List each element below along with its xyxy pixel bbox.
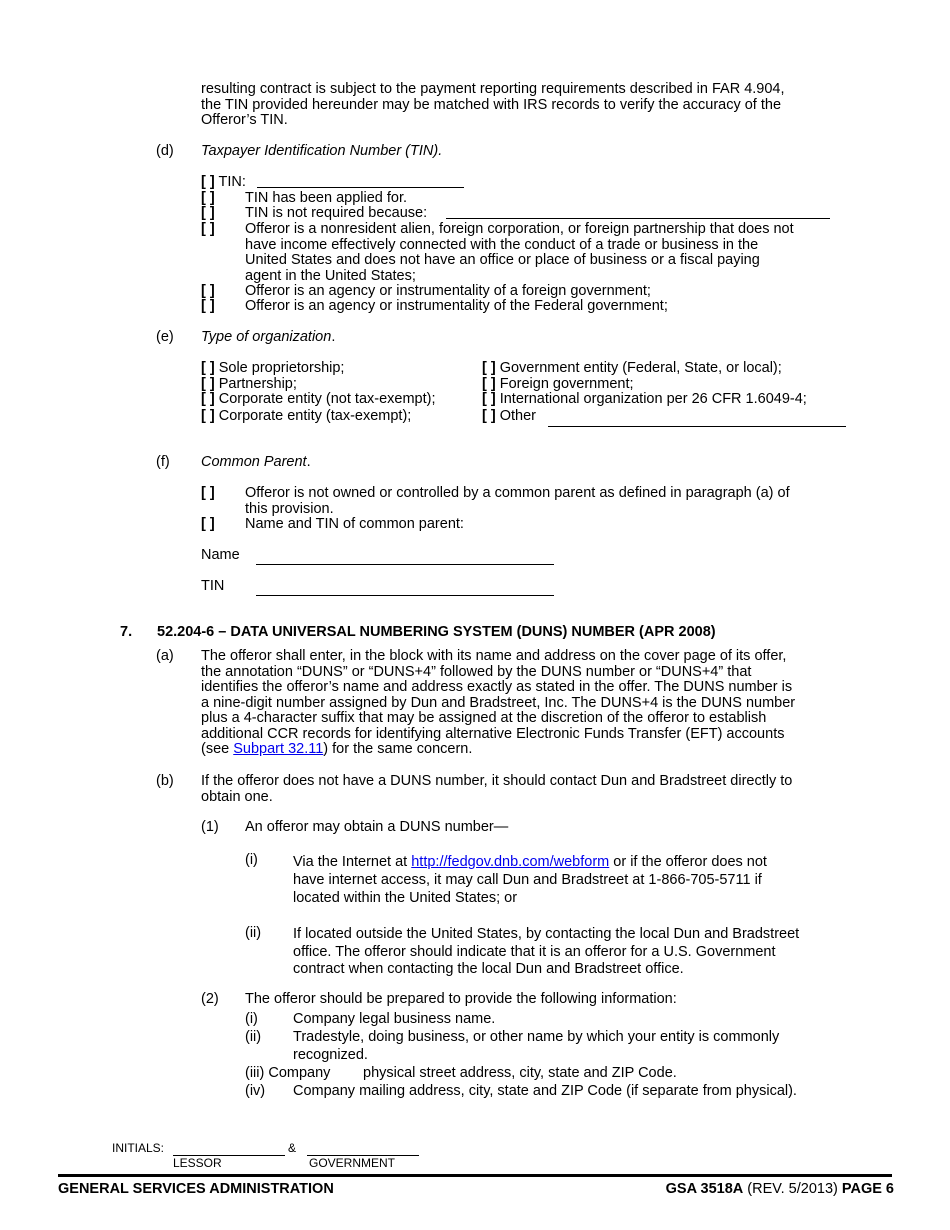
intro-paragraph	[201, 82, 785, 129]
list-item	[245, 1046, 865, 1064]
checkbox[interactable]: [ ]	[482, 360, 496, 376]
org-type-right-column	[482, 361, 807, 425]
org-option-label: Foreign government;	[499, 375, 634, 392]
tin-input-line[interactable]	[257, 187, 464, 188]
checkbox-not-required[interactable]: [ ]	[201, 205, 215, 221]
tin-label: TIN:	[218, 174, 246, 190]
section-7b1i-first-line	[293, 853, 767, 871]
org-option-partnership[interactable]	[201, 377, 436, 393]
section-7b1-text: An offeror may obtain a DUNS number—	[245, 819, 509, 835]
org-option-label: Corporate entity (tax-exempt);	[218, 408, 412, 424]
nonresident-line: have income effectively connected with the conduct of a trade or business in the	[245, 236, 759, 253]
section-7a-line: plus a 4-character suffix that may be assigned at the discretion of the offeror to establish	[201, 710, 767, 726]
checkbox-foreign-agency[interactable]: [ ]	[201, 283, 215, 299]
checkbox[interactable]: [ ]	[482, 391, 496, 407]
org-option-label: Sole proprietorship;	[218, 360, 345, 376]
section-7b1ii-line: If located outside the United States, by contacting the local Dun and Bradstreet	[293, 926, 800, 942]
lessor-label: LESSOR	[173, 1156, 222, 1170]
footer-agency: GENERAL SERVICES ADMINISTRATION	[58, 1181, 334, 1197]
nonresident-line: agent in the United States;	[245, 267, 416, 284]
dnb-webform-link[interactable]: http://fedgov.dnb.com/webform	[411, 854, 610, 870]
intro-line: Offeror’s TIN.	[201, 112, 288, 128]
section-7b1i-line: have internet access, it may call Dun and Bradstreet at 1-866-705-5711 if	[293, 872, 762, 888]
section-7b-label: (b)	[156, 773, 174, 789]
footer-form-number: GSA 3518A	[665, 1181, 744, 1197]
tin-not-required-text: TIN is not required because:	[245, 205, 428, 221]
list-item-label: (i)	[245, 1011, 258, 1027]
intro-line: the TIN provided hereunder may be matched with IRS records to verify the accuracy of the	[201, 96, 782, 113]
section-7b1ii-line: contract when contacting the local Dun and Bradstreet office.	[293, 961, 684, 977]
section-7-number: 7.	[120, 624, 133, 640]
parent-tin-label: TIN	[201, 578, 225, 594]
section-d-label: (d)	[156, 143, 174, 159]
section-7a-pre: (see	[201, 741, 234, 757]
list-item-label: (ii)	[245, 1029, 262, 1045]
list-item-label: (iii) Company	[245, 1065, 331, 1081]
org-option-label: Government entity (Federal, State, or local);	[499, 360, 782, 376]
list-item	[245, 1010, 865, 1028]
footer-revision: (REV. 5/2013)	[743, 1181, 842, 1197]
section-7b1ii-label: (ii)	[245, 925, 262, 941]
checkbox[interactable]: [ ]	[201, 360, 215, 376]
other-org-input-line[interactable]	[548, 426, 846, 427]
org-option-foreign-gov[interactable]	[482, 377, 807, 393]
common-parent-text: Name and TIN of common parent:	[245, 516, 464, 532]
section-7b2-text: The offeror should be prepared to provide the following information:	[245, 991, 677, 1007]
footer-form-info	[666, 1182, 894, 1198]
org-option-label: Corporate entity (not tax-exempt);	[218, 391, 436, 407]
not-owned-line: Offeror is not owned or controlled by a common parent as defined in paragraph (a) of	[245, 485, 790, 501]
parent-name-input-line[interactable]	[256, 564, 554, 565]
checkbox[interactable]: [ ]	[482, 375, 496, 392]
section-7b-text	[201, 774, 792, 805]
parent-name-label: Name	[201, 547, 240, 563]
i-pre: Via the Internet at	[293, 854, 412, 870]
list-item-label: (iv)	[245, 1083, 266, 1099]
tin-applied-text: TIN has been applied for.	[245, 190, 408, 206]
initials-label: INITIALS:	[112, 1141, 165, 1155]
section-d-title: Taxpayer Identification Number (TIN).	[201, 143, 443, 159]
section-e-title-text: Type of organization	[201, 329, 332, 345]
intro-line: resulting contract is subject to the payment reporting requirements described in FAR 4.904,	[201, 81, 785, 97]
section-7a-line: The offeror shall enter, in the block with its name and address on the cover page of its offer,	[201, 648, 787, 664]
checkbox-common-parent[interactable]: [ ]	[201, 516, 215, 532]
org-type-left-column	[201, 361, 436, 425]
section-7b1-label: (1)	[201, 819, 219, 835]
org-option-corp-not-exempt[interactable]	[201, 392, 436, 409]
list-item	[245, 1028, 865, 1046]
section-e-label: (e)	[156, 329, 174, 345]
org-option-label: International organization per 26 CFR 1.6049-4;	[499, 391, 807, 407]
section-7b1i-line: located within the United States; or	[293, 890, 518, 906]
info-list	[245, 1010, 865, 1100]
list-item	[245, 1082, 865, 1100]
checkbox[interactable]: [ ]	[482, 408, 496, 424]
org-option-international[interactable]	[482, 392, 807, 409]
footer-page-number: PAGE 6	[841, 1181, 894, 1197]
footer-rule	[58, 1174, 892, 1177]
checkbox-not-owned[interactable]: [ ]	[201, 485, 215, 501]
section-f-title	[201, 455, 311, 471]
list-item	[245, 1064, 865, 1082]
section-7a-line: additional CCR records for identifying alternative Electronic Funds Transfer (EFT) accounts	[201, 725, 785, 742]
foreign-agency-text: Offeror is an agency or instrumentality of a foreign government;	[245, 283, 651, 299]
section-7b-line: If the offeror does not have a DUNS number, it should contact Dun and Bradstreet directly to	[201, 773, 793, 789]
initials-ampersand: &	[288, 1141, 297, 1155]
checkbox-nonresident[interactable]: [ ]	[201, 221, 215, 237]
government-label: GOVERNMENT	[309, 1156, 396, 1170]
org-option-government[interactable]	[482, 361, 807, 377]
org-option-corp-exempt[interactable]	[201, 409, 436, 425]
section-f-title-end: .	[306, 454, 311, 470]
not-required-reason-line[interactable]	[446, 218, 830, 219]
org-option-sole[interactable]	[201, 361, 436, 377]
org-option-other[interactable]	[482, 409, 807, 425]
section-f-label: (f)	[156, 454, 170, 470]
section-7a-last-line	[201, 742, 795, 758]
section-7b1ii-text	[293, 926, 799, 979]
tin-row	[201, 175, 246, 191]
section-7b2-label: (2)	[201, 991, 219, 1007]
i-post: or if the offeror does not	[609, 854, 767, 870]
checkbox[interactable]: [ ]	[201, 391, 215, 407]
list-item-text: Company mailing address, city, state and ZIP Code (if separate from physical).	[293, 1083, 797, 1099]
section-7b1i-text	[293, 853, 767, 907]
org-option-label: Partnership;	[218, 375, 297, 392]
section-e-title	[201, 330, 335, 346]
section-7a-line: a nine-digit number assigned by Dun and Bradstreet, Inc. The DUNS+4 is the DUNS number	[201, 694, 796, 711]
nonresident-text	[245, 222, 794, 284]
section-e-title-end: .	[331, 329, 336, 345]
section-7a-post: ) for the same concern.	[323, 741, 473, 757]
checkbox-federal-agency[interactable]: [ ]	[201, 298, 215, 314]
section-7b1i-label: (i)	[245, 852, 258, 868]
list-item-text: physical street address, city, state and ZIP Code.	[363, 1065, 677, 1081]
checkbox[interactable]: [ ]	[201, 375, 215, 392]
section-7a-line: identifies the offeror’s name and address exactly as stated in the offer. The DUNS number is	[201, 679, 793, 695]
checkbox[interactable]: [ ]	[201, 408, 215, 424]
section-f-title-text: Common Parent	[201, 454, 307, 470]
checkbox-applied[interactable]: [ ]	[201, 190, 215, 206]
federal-agency-text: Offeror is an agency or instrumentality of the Federal government;	[245, 298, 668, 314]
nonresident-line: United States and does not have an office or place of business or a fiscal paying	[245, 252, 760, 268]
parent-tin-input-line[interactable]	[256, 595, 554, 596]
not-owned-text	[245, 486, 790, 517]
section-7b-line: obtain one.	[201, 788, 273, 805]
list-item-text: recognized.	[293, 1047, 368, 1063]
section-7b1ii-line: office. The offeror should indicate that it is an offeror for a U.S. Government	[293, 943, 776, 960]
list-item-text: Tradestyle, doing business, or other name by which your entity is commonly	[293, 1029, 780, 1045]
section-7-heading: 52.204-6 – DATA UNIVERSAL NUMBERING SYSTEM (DUNS) NUMBER (APR 2008)	[157, 624, 716, 640]
checkbox-tin[interactable]: [ ]	[201, 174, 215, 190]
subpart-link[interactable]: Subpart 32.11	[233, 741, 324, 757]
section-7a-line: the annotation “DUNS” or “DUNS+4” followed by the DUNS number or “DUNS+4” that	[201, 663, 752, 680]
nonresident-line: Offeror is a nonresident alien, foreign corporation, or foreign partnership that does not	[245, 221, 794, 237]
list-item-text: Company legal business name.	[293, 1011, 496, 1027]
not-owned-line: this provision.	[245, 500, 334, 517]
org-option-label: Other	[499, 408, 536, 424]
section-7a-label: (a)	[156, 648, 174, 664]
section-7a-text	[201, 649, 795, 758]
